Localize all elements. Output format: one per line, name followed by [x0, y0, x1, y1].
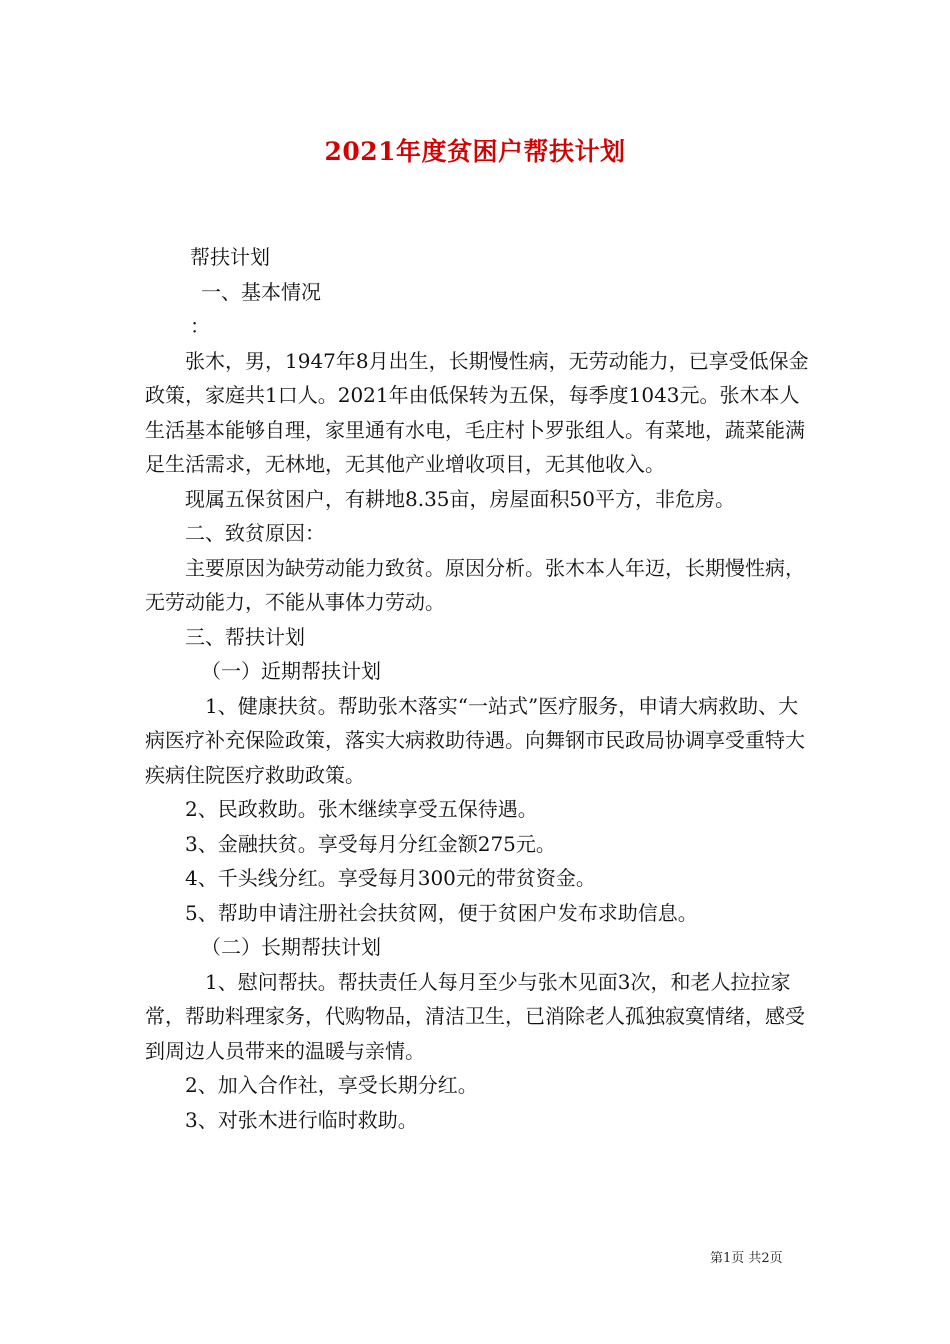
list-item: 4、千头线分红。享受每月300元的带贫资金。 — [185, 866, 596, 890]
paragraph-heading: 帮扶计划 — [190, 245, 270, 269]
list-item: 1、健康扶贫。帮助张木落实“一站式”医疗服务，申请大病救助、大病医疗补充保险政策，落实大病救助待遇。向舞钢市民政局协调享受重特大疾病住院医疗救助政策。 — [145, 693, 805, 787]
list-item: 2、民政救助。张木继续享受五保待遇。 — [185, 797, 538, 821]
document-body — [145, 240, 810, 1137]
paragraph: 张木，男，1947年8月出生，长期慢性病，无劳动能力，已享受低保金政策，家庭共1口人。2021年由低保转为五保，每季度1043元。张木本人生活基本能够自理，家里通有水电，毛庄村卜罗张组人。有菜地，蔬菜能满足生活需求，无林地，无其他产业增收项目，无其他收入。 — [145, 348, 809, 476]
list-item: 5、帮助申请注册社会扶贫网，便于贫困户发布求助信息。 — [185, 900, 698, 925]
section-heading: 二、致贫原因： — [185, 521, 325, 545]
list-item: 1、慰问帮扶。帮扶责任人每月至少与张木见面3次，和老人拉拉家常，帮助料理家务，代购物品，清洁卫生，已消除老人孤独寂寞情绪，感受到周边人员带来的温暖与亲情。 — [145, 969, 805, 1063]
list-item: 3、对张木进行临时救助。 — [185, 1107, 418, 1132]
paragraph: 现属五保贫困户，有耕地8.35亩，房屋面积50平方，非危房。 — [185, 486, 735, 511]
paragraph: 主要原因为缺劳动能力致贫。原因分析。张木本人年迈，长期慢性病，无劳动能力，不能从事体力劳动。 — [145, 555, 805, 614]
list-item: 2、加入合作社，享受长期分红。 — [185, 1073, 478, 1097]
subsection-heading: （一）近期帮扶计划 — [201, 659, 381, 683]
document-title: 2021年度贫困户帮扶计划 — [324, 137, 626, 166]
list-item: 3、金融扶贫。享受每月分红金额275元。 — [185, 831, 556, 856]
section-heading: 一、基本情况 — [201, 279, 321, 304]
section-heading: 三、帮扶计划 — [185, 624, 305, 649]
page-number: 第1页 共2页 — [710, 1251, 783, 1266]
paragraph: ： — [190, 314, 210, 338]
subsection-heading: （二）长期帮扶计划 — [201, 935, 381, 959]
